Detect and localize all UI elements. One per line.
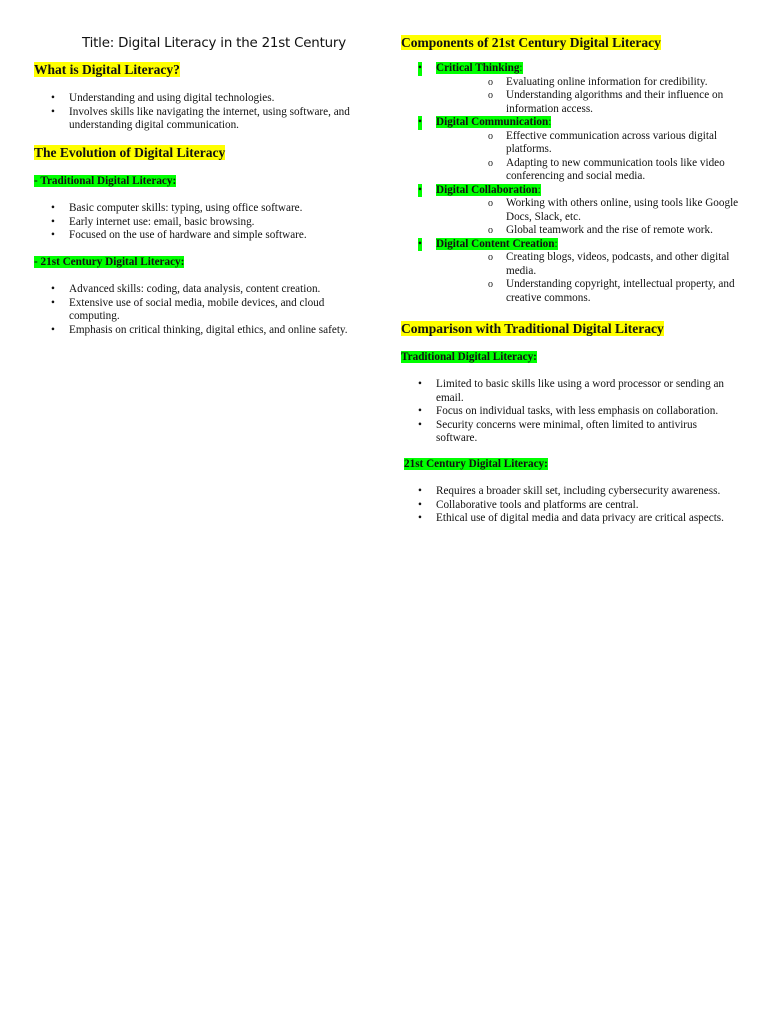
component-suffix: : xyxy=(519,62,523,74)
bullet-icon: • xyxy=(418,62,422,74)
component-name: Digital Collaboration xyxy=(436,183,538,196)
modern-label-text: - 21st Century Digital Literacy: xyxy=(34,256,185,268)
component-item xyxy=(401,62,741,116)
traditional-label-text: - Traditional Digital Literacy: xyxy=(34,175,177,187)
components-list xyxy=(401,62,741,305)
list-item: • Involves skills like navigating the internet, using software, and understanding digital communication. xyxy=(34,106,374,133)
component-item xyxy=(401,238,741,306)
bullet-icon: • xyxy=(418,183,422,196)
components-heading-text: Components of 21st Century Digital Literacy xyxy=(401,35,661,50)
list-item: o Working with others online, using tools like Google Docs, Slack, etc. xyxy=(436,197,741,224)
bullet-icon: • xyxy=(418,116,422,128)
list-item: • Extensive use of social media, mobile devices, and cloud computing. xyxy=(34,297,374,324)
list-item: • Focus on individual tasks, with less emphasis on collaboration. xyxy=(401,405,741,419)
components-heading xyxy=(401,35,661,51)
list-item: • Basic computer skills: typing, using office software. xyxy=(34,202,374,216)
list-item: o Effective communication across various digital platforms. xyxy=(436,130,741,157)
comparison-traditional-label-text: Traditional Digital Literacy: xyxy=(401,351,537,363)
component-sublist xyxy=(436,76,741,117)
list-item: o Creating blogs, videos, podcasts, and other digital media. xyxy=(436,251,741,278)
list-item: • Requires a broader skill set, including cybersecurity awareness. xyxy=(401,485,741,499)
list-item: • Focused on the use of hardware and simple software. xyxy=(34,229,374,243)
what-heading-text: What is Digital Literacy? xyxy=(34,62,180,77)
modern-label xyxy=(34,255,184,269)
component-name: Digital Communication xyxy=(436,116,549,128)
component-sublist xyxy=(436,197,741,238)
list-item: o Understanding algorithms and their influence on information access. xyxy=(436,89,741,116)
evolution-heading xyxy=(34,145,225,161)
list-item: • Ethical use of digital media and data privacy are critical aspects. xyxy=(401,512,741,526)
comparison-traditional-list xyxy=(401,378,741,446)
comparison-modern-list xyxy=(401,485,741,526)
what-list xyxy=(34,92,374,133)
comparison-modern-label-text: 21st Century Digital Literacy: xyxy=(404,458,548,470)
what-heading xyxy=(34,62,180,78)
comparison-traditional-label xyxy=(401,350,537,364)
list-item: o Adapting to new communication tools like video conferencing and social media. xyxy=(436,157,741,184)
list-item: o Understanding copyright, intellectual property, and creative commons. xyxy=(436,278,741,305)
comparison-heading xyxy=(401,321,664,337)
component-suffix: : xyxy=(554,237,558,250)
modern-list xyxy=(34,283,374,337)
list-item: • Collaborative tools and platforms are central. xyxy=(401,499,741,513)
list-item: o Evaluating online information for credibility. xyxy=(436,76,741,90)
list-item: • Advanced skills: coding, data analysis, content creation. xyxy=(34,283,374,297)
document-title: Title: Digital Literacy in the 21st Century xyxy=(82,36,346,51)
list-item: • Early internet use: email, basic browsing. xyxy=(34,216,374,230)
list-item: • Emphasis on critical thinking, digital ethics, and online safety. xyxy=(34,324,374,338)
component-suffix: : xyxy=(537,183,541,196)
comparison-heading-text: Comparison with Traditional Digital Literacy xyxy=(401,321,664,336)
component-suffix: : xyxy=(548,116,552,128)
list-item: o Global teamwork and the rise of remote work. xyxy=(436,224,741,238)
list-item: • Understanding and using digital technologies. xyxy=(34,92,374,106)
component-name: Digital Content Creation xyxy=(436,237,555,250)
component-item xyxy=(401,184,741,238)
bullet-icon: • xyxy=(418,237,422,250)
component-sublist xyxy=(436,251,741,305)
traditional-label xyxy=(34,174,176,188)
list-item: • Limited to basic skills like using a word processor or sending an email. xyxy=(401,378,741,405)
traditional-list xyxy=(34,202,374,243)
comparison-modern-label xyxy=(404,457,548,471)
component-sublist xyxy=(436,130,741,184)
evolution-heading-text: The Evolution of Digital Literacy xyxy=(34,145,226,160)
component-name: Critical Thinking xyxy=(436,62,520,74)
list-item: • Security concerns were minimal, often limited to antivirus software. xyxy=(401,419,741,446)
component-item xyxy=(401,116,741,184)
